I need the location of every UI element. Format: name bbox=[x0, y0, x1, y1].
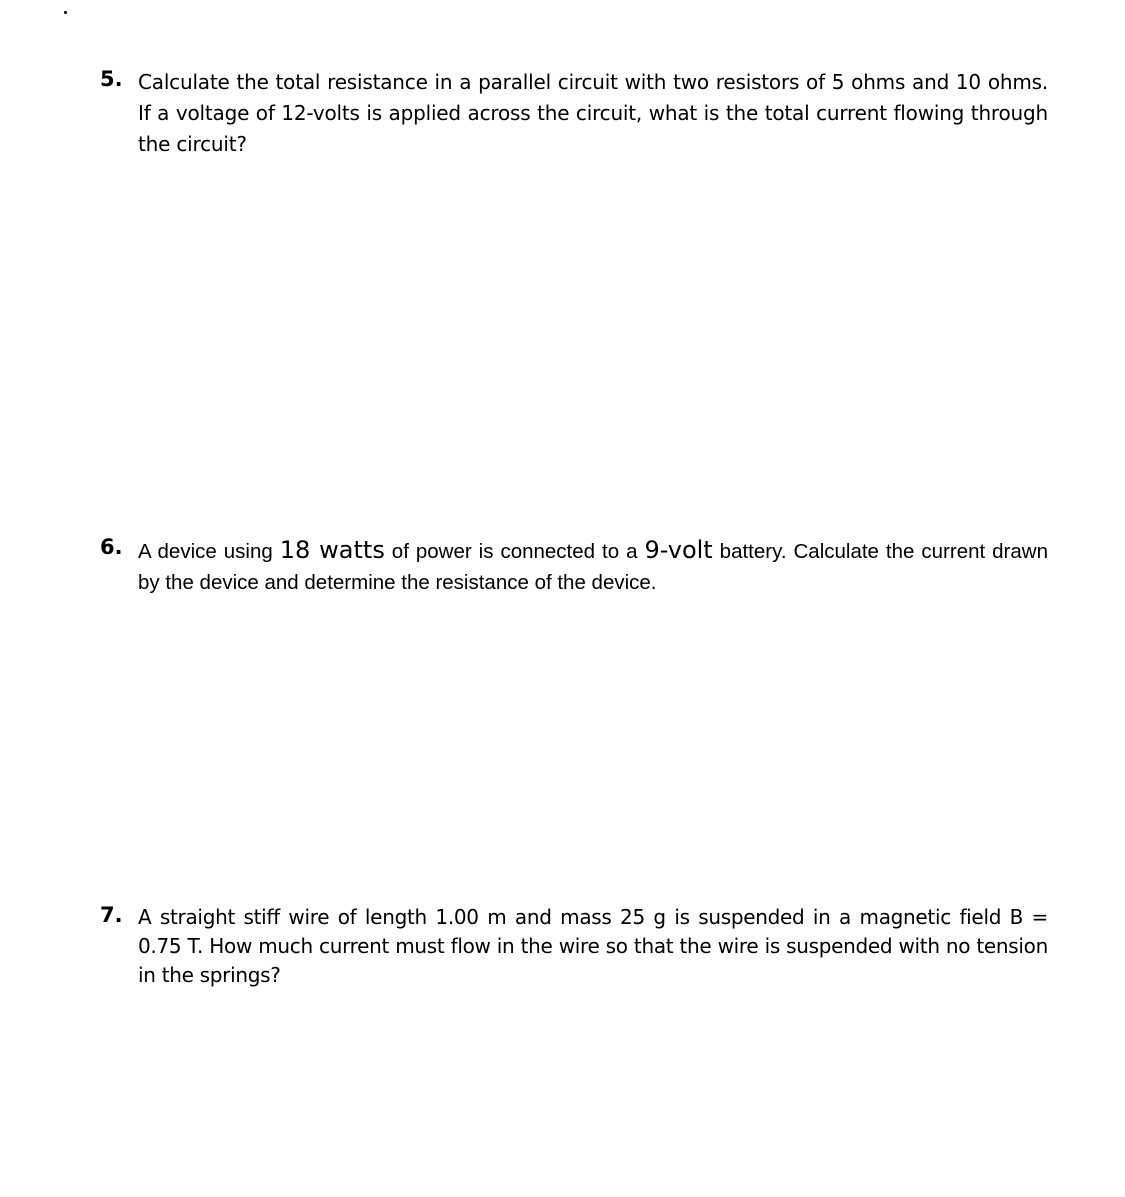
question-number: 5. bbox=[100, 67, 123, 91]
question-7 bbox=[100, 903, 1048, 990]
text-segment: battery. Calculate the current drawn by the device and determine the resistance of the device. bbox=[138, 540, 1048, 594]
question-number: 7. bbox=[100, 903, 123, 927]
question-text: Calculate the total resistance in a parallel circuit with two resistors of 5 ohms and 10 ohms. If a voltage of 12-volts is applied across the circuit, what is the total current flowing through the circuit? bbox=[138, 70, 1048, 156]
question-text bbox=[138, 535, 1048, 598]
question-text: A straight stiff wire of length 1.00 m and mass 25 g is suspended in a magnetic field B = 0.75 T. How much current must flow in the wire so that the wire is suspended with no tension in the springs? bbox=[138, 905, 1048, 987]
power-value: 18 watts bbox=[279, 536, 385, 564]
question-5 bbox=[100, 67, 1048, 160]
question-number: 6. bbox=[100, 535, 123, 559]
voltage-value: 9-volt bbox=[644, 536, 713, 564]
stray-dot bbox=[64, 11, 67, 14]
question-6 bbox=[100, 535, 1048, 598]
text-segment: A device using bbox=[138, 540, 280, 563]
text-segment: of power is connected to a bbox=[384, 540, 645, 563]
